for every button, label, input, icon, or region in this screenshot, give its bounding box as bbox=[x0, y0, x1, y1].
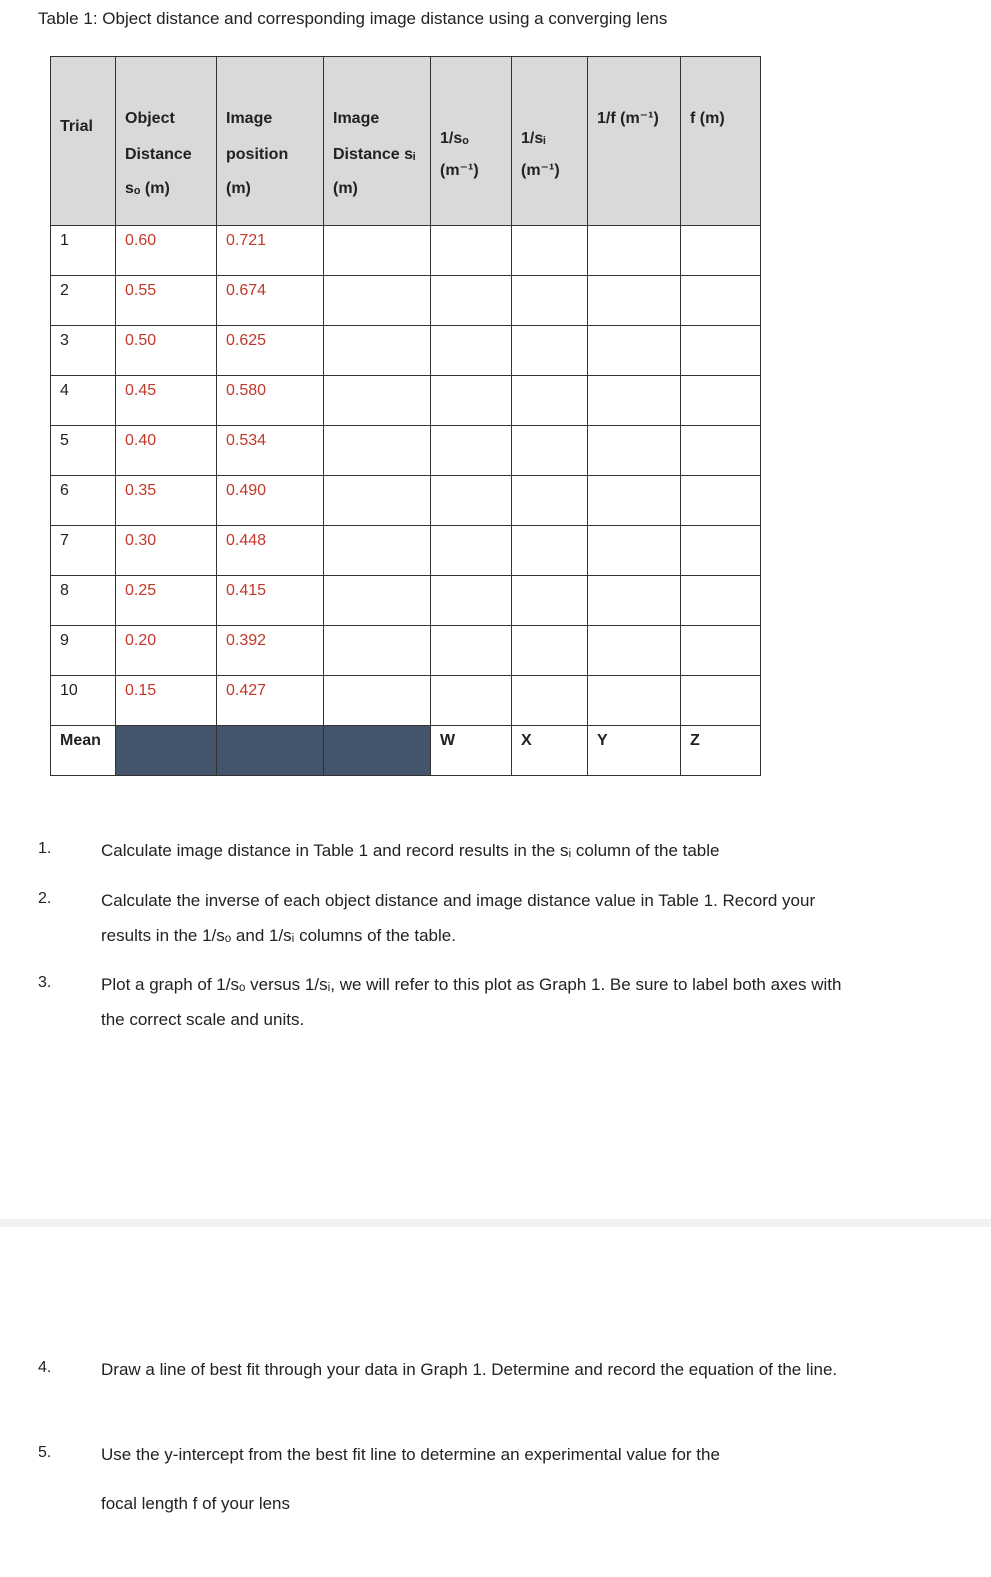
table-row bbox=[51, 276, 761, 326]
mean-z bbox=[681, 726, 761, 776]
header-image-position: Image position (m) bbox=[217, 57, 324, 226]
mean-w bbox=[431, 726, 512, 776]
question-number: 1. bbox=[38, 840, 52, 857]
table-row bbox=[51, 476, 761, 526]
cell-image-distance bbox=[324, 426, 431, 476]
cell-inverse-f bbox=[588, 576, 681, 626]
mean-w-text: W bbox=[440, 732, 456, 749]
mean-shaded-cell bbox=[324, 726, 431, 776]
cell-trial bbox=[51, 526, 116, 576]
cell-inverse-si bbox=[512, 376, 588, 426]
cell-object-distance-value: 0.45 bbox=[125, 382, 157, 399]
cell-f bbox=[681, 376, 761, 426]
cell-inverse-so bbox=[431, 626, 512, 676]
cell-image-position-value: 0.534 bbox=[226, 432, 267, 449]
cell-inverse-so bbox=[431, 226, 512, 276]
cell-trial bbox=[51, 676, 116, 726]
cell-inverse-so bbox=[431, 476, 512, 526]
table-header-row bbox=[51, 57, 761, 226]
cell-object-distance-value: 0.35 bbox=[125, 482, 157, 499]
cell-f bbox=[681, 426, 761, 476]
mean-label-text: Mean bbox=[60, 732, 101, 749]
cell-inverse-si bbox=[512, 676, 588, 726]
mean-z-text: Z bbox=[690, 732, 700, 749]
table-row bbox=[51, 676, 761, 726]
cell-image-distance bbox=[324, 526, 431, 576]
cell-f bbox=[681, 276, 761, 326]
header-inverse-so: 1/sₒ (m⁻¹) bbox=[431, 57, 512, 226]
cell-inverse-f bbox=[588, 676, 681, 726]
cell-image-position bbox=[217, 376, 324, 426]
mean-x bbox=[512, 726, 588, 776]
cell-image-position bbox=[217, 226, 324, 276]
cell-trial bbox=[51, 376, 116, 426]
table-row bbox=[51, 226, 761, 276]
cell-trial-value: 10 bbox=[60, 682, 78, 699]
table-row bbox=[51, 426, 761, 476]
cell-trial bbox=[51, 276, 116, 326]
mean-shaded-cell bbox=[217, 726, 324, 776]
table-row bbox=[51, 326, 761, 376]
question-number: 3. bbox=[38, 974, 52, 991]
cell-object-distance-value: 0.50 bbox=[125, 332, 157, 349]
cell-image-position-value: 0.721 bbox=[226, 232, 267, 249]
cell-image-position bbox=[217, 576, 324, 626]
cell-image-distance bbox=[324, 576, 431, 626]
cell-image-position-value: 0.415 bbox=[226, 582, 267, 599]
cell-inverse-so bbox=[431, 376, 512, 426]
cell-object-distance-value: 0.20 bbox=[125, 632, 157, 649]
cell-image-position bbox=[217, 526, 324, 576]
cell-object-distance bbox=[116, 226, 217, 276]
mean-y bbox=[588, 726, 681, 776]
question-text: Draw a line of best fit through your data in Graph 1. Determine and record the equation of the line. bbox=[101, 1360, 838, 1379]
cell-trial-value: 8 bbox=[60, 582, 69, 599]
cell-image-distance bbox=[324, 276, 431, 326]
cell-inverse-si bbox=[512, 426, 588, 476]
cell-inverse-so bbox=[431, 326, 512, 376]
cell-object-distance bbox=[116, 426, 217, 476]
cell-inverse-f bbox=[588, 426, 681, 476]
cell-object-distance-value: 0.40 bbox=[125, 432, 157, 449]
table-row bbox=[51, 576, 761, 626]
cell-object-distance-value: 0.30 bbox=[125, 532, 157, 549]
cell-trial bbox=[51, 326, 116, 376]
cell-image-distance bbox=[324, 226, 431, 276]
cell-image-distance bbox=[324, 476, 431, 526]
cell-image-position-value: 0.427 bbox=[226, 682, 267, 699]
cell-inverse-f bbox=[588, 376, 681, 426]
cell-object-distance bbox=[116, 576, 217, 626]
question-text: Calculate the inverse of each object distance and image distance value in Table 1. Record your results in the 1/sₒ and 1/sᵢ columns of the table. bbox=[101, 891, 816, 945]
cell-object-distance bbox=[116, 676, 217, 726]
table-row bbox=[51, 526, 761, 576]
cell-image-distance bbox=[324, 376, 431, 426]
question-text: Calculate image distance in Table 1 and record results in the sᵢ column of the table bbox=[101, 841, 720, 860]
question-text: focal length f of your lens bbox=[101, 1494, 291, 1513]
table-caption: Table 1: Object distance and corresponding image distance using a converging lens bbox=[38, 9, 668, 28]
cell-f bbox=[681, 226, 761, 276]
cell-inverse-si bbox=[512, 526, 588, 576]
cell-object-distance-value: 0.60 bbox=[125, 232, 157, 249]
cell-inverse-so bbox=[431, 676, 512, 726]
cell-image-position bbox=[217, 476, 324, 526]
header-object-distance: Object Distance sₒ (m) bbox=[116, 57, 217, 226]
cell-inverse-si bbox=[512, 226, 588, 276]
cell-object-distance bbox=[116, 276, 217, 326]
cell-image-distance bbox=[324, 326, 431, 376]
cell-trial bbox=[51, 626, 116, 676]
data-table bbox=[50, 56, 761, 776]
cell-trial-value: 1 bbox=[60, 232, 69, 249]
cell-inverse-so bbox=[431, 576, 512, 626]
mean-label bbox=[51, 726, 116, 776]
cell-object-distance bbox=[116, 526, 217, 576]
cell-trial bbox=[51, 226, 116, 276]
cell-inverse-f bbox=[588, 276, 681, 326]
mean-row bbox=[51, 726, 761, 776]
cell-inverse-si bbox=[512, 626, 588, 676]
cell-image-position bbox=[217, 626, 324, 676]
cell-f bbox=[681, 676, 761, 726]
cell-image-position bbox=[217, 426, 324, 476]
cell-trial-value: 7 bbox=[60, 532, 69, 549]
cell-inverse-f bbox=[588, 326, 681, 376]
cell-inverse-f bbox=[588, 526, 681, 576]
cell-image-position-value: 0.580 bbox=[226, 382, 267, 399]
question-number: 2. bbox=[38, 890, 52, 907]
cell-object-distance bbox=[116, 626, 217, 676]
cell-object-distance bbox=[116, 376, 217, 426]
cell-trial-value: 9 bbox=[60, 632, 69, 649]
cell-image-position-value: 0.392 bbox=[226, 632, 267, 649]
table-row bbox=[51, 626, 761, 676]
cell-trial bbox=[51, 476, 116, 526]
cell-image-position-value: 0.448 bbox=[226, 532, 267, 549]
cell-trial-value: 5 bbox=[60, 432, 69, 449]
mean-shaded-cell bbox=[116, 726, 217, 776]
cell-image-distance bbox=[324, 676, 431, 726]
question-number: 5. bbox=[38, 1444, 52, 1461]
cell-inverse-f bbox=[588, 626, 681, 676]
cell-image-position bbox=[217, 276, 324, 326]
cell-inverse-so bbox=[431, 426, 512, 476]
cell-f bbox=[681, 626, 761, 676]
cell-object-distance-value: 0.15 bbox=[125, 682, 157, 699]
cell-f bbox=[681, 476, 761, 526]
cell-inverse-so bbox=[431, 526, 512, 576]
cell-inverse-si bbox=[512, 326, 588, 376]
cell-trial bbox=[51, 576, 116, 626]
cell-image-position-value: 0.490 bbox=[226, 482, 267, 499]
cell-f bbox=[681, 526, 761, 576]
header-f: f (m) bbox=[681, 57, 761, 226]
question-text: Use the y-intercept from the best fit line to determine an experimental value for the bbox=[101, 1445, 720, 1464]
cell-inverse-so bbox=[431, 276, 512, 326]
cell-image-position-value: 0.674 bbox=[226, 282, 267, 299]
cell-trial-value: 3 bbox=[60, 332, 69, 349]
question-text: Plot a graph of 1/sₒ versus 1/sᵢ, we will refer to this plot as Graph 1. Be sure to label both axes with the correct scale and units. bbox=[101, 975, 842, 1029]
header-inverse-f: 1/f (m⁻¹) bbox=[588, 57, 681, 226]
question-number: 4. bbox=[38, 1359, 52, 1376]
cell-image-position bbox=[217, 676, 324, 726]
cell-inverse-si bbox=[512, 276, 588, 326]
mean-y-text: Y bbox=[597, 732, 608, 749]
page-divider bbox=[0, 1219, 991, 1227]
table-row bbox=[51, 376, 761, 426]
mean-x-text: X bbox=[521, 732, 532, 749]
cell-image-position-value: 0.625 bbox=[226, 332, 267, 349]
header-image-distance: Image Distance sᵢ (m) bbox=[324, 57, 431, 226]
cell-inverse-f bbox=[588, 226, 681, 276]
cell-object-distance bbox=[116, 476, 217, 526]
cell-trial bbox=[51, 426, 116, 476]
header-inverse-si: 1/sᵢ (m⁻¹) bbox=[512, 57, 588, 226]
cell-f bbox=[681, 576, 761, 626]
cell-trial-value: 6 bbox=[60, 482, 69, 499]
cell-f bbox=[681, 326, 761, 376]
cell-inverse-si bbox=[512, 476, 588, 526]
cell-image-position bbox=[217, 326, 324, 376]
cell-inverse-f bbox=[588, 476, 681, 526]
cell-image-distance bbox=[324, 626, 431, 676]
cell-inverse-si bbox=[512, 576, 588, 626]
cell-trial-value: 4 bbox=[60, 382, 69, 399]
cell-object-distance-value: 0.55 bbox=[125, 282, 157, 299]
cell-object-distance bbox=[116, 326, 217, 376]
header-trial: Trial bbox=[51, 57, 116, 226]
cell-object-distance-value: 0.25 bbox=[125, 582, 157, 599]
cell-trial-value: 2 bbox=[60, 282, 69, 299]
